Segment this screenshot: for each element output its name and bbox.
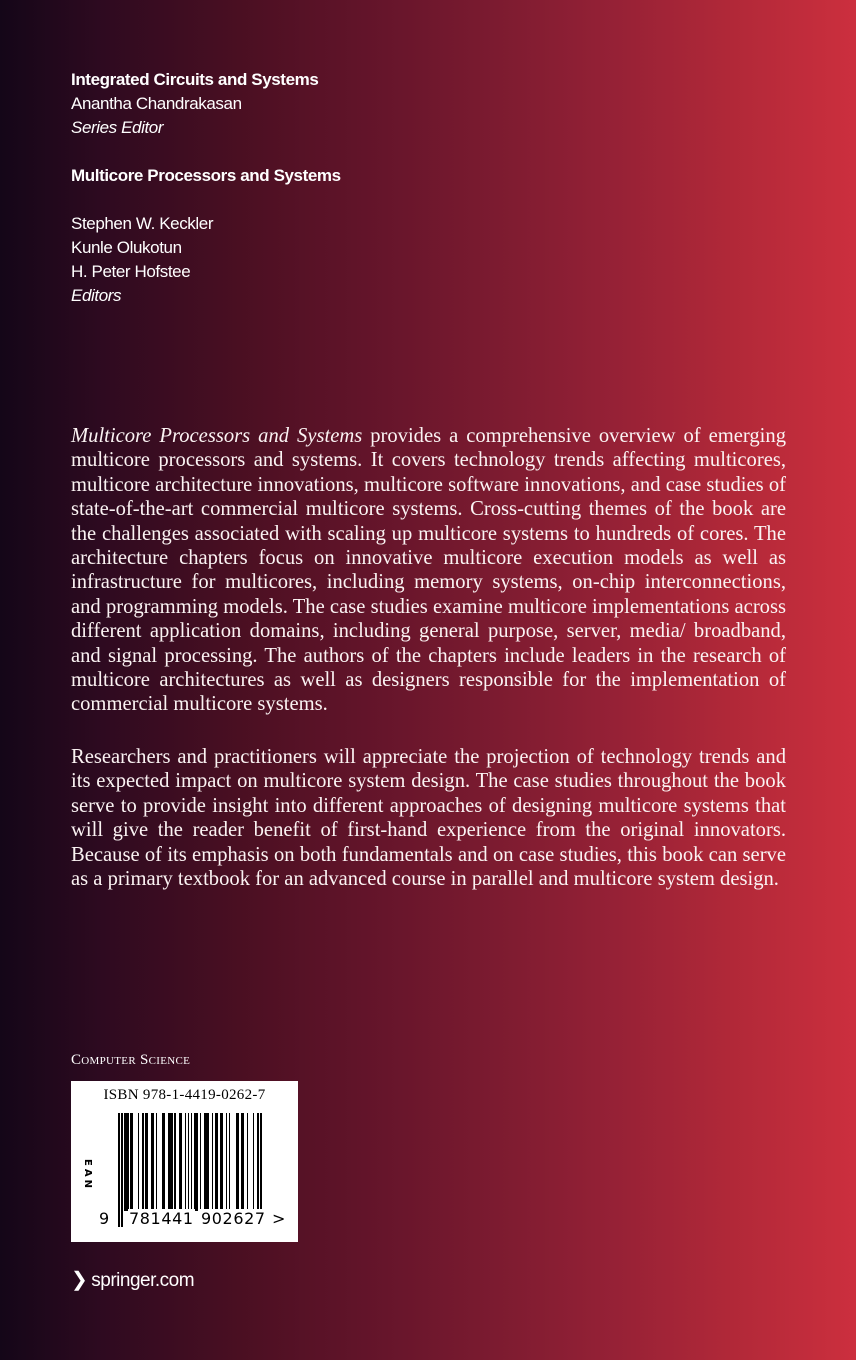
blurb-text: provides a comprehensive overview of emerging multicore processors and systems. It covers technology trends affecting multicores, multicore architecture innovations, multicore software innovations, and case studies of state-of-the-art commercial multicore systems. Cross-cutting themes of the book are the challenges associated with scaling up multicore systems to hundreds of cores. The architecture chapters focus on innovative multicore execution models as well as infrastructure for multicores, including memory systems, on-chip interconnections, and programming models. The case studies examine multicore implementations across different application domains, including general purpose, server, media/ broadband, and signal processing. The authors of the chapters include leaders in the research of multicore architectures as well as designers responsible for the implementation of commercial multicore systems.	[71, 425, 786, 716]
editor-name: Stephen W. Keckler	[71, 214, 214, 233]
blurb-paragraph-1	[71, 424, 786, 717]
blurb-text: Researchers and practitioners will appreciate the projection of technology trends and its expected impact on multicore system design. The case studies throughout the book serve to provide insight into different approaches of designing multicore systems that will give the reader benefit of first-hand experience from the original innovators. Because of its emphasis on both fundamentals and on case studies, this book can serve as a primary textbook for an advanced course in parallel and multicore system design.	[71, 746, 786, 891]
blurb-book-title: Multicore Processors and Systems	[71, 425, 363, 447]
ean-label: EAN	[82, 1159, 93, 1191]
series-info	[71, 68, 318, 140]
subject-category: Computer Science	[71, 1052, 191, 1068]
editors-role: Editors	[71, 286, 122, 305]
series-editor-role: Series Editor	[71, 118, 164, 137]
series-title: Integrated Circuits and Systems	[71, 70, 319, 89]
editor-name: Kunle Olukotun	[71, 238, 182, 257]
series-editor-name: Anantha Chandrakasan	[71, 94, 242, 113]
book-title: Multicore Processors and Systems	[71, 166, 341, 185]
website-url[interactable]: springer.com	[91, 1270, 195, 1291]
isbn-label: ISBN 978-1-4419-0262-7	[103, 1087, 266, 1103]
barcode-digits-left: 781441	[129, 1209, 194, 1228]
publisher-website[interactable]	[71, 1267, 194, 1292]
blurb-paragraph-2	[71, 745, 786, 891]
barcode-arrow: >	[272, 1209, 286, 1228]
editor-name: H. Peter Hofstee	[71, 262, 191, 281]
book-editors	[71, 212, 213, 308]
barcode-digit-first: 9	[99, 1209, 110, 1228]
barcode-digits-right: 902627	[201, 1209, 266, 1228]
chevron-right-icon: ❯	[71, 1269, 88, 1291]
isbn-barcode	[71, 1081, 298, 1242]
